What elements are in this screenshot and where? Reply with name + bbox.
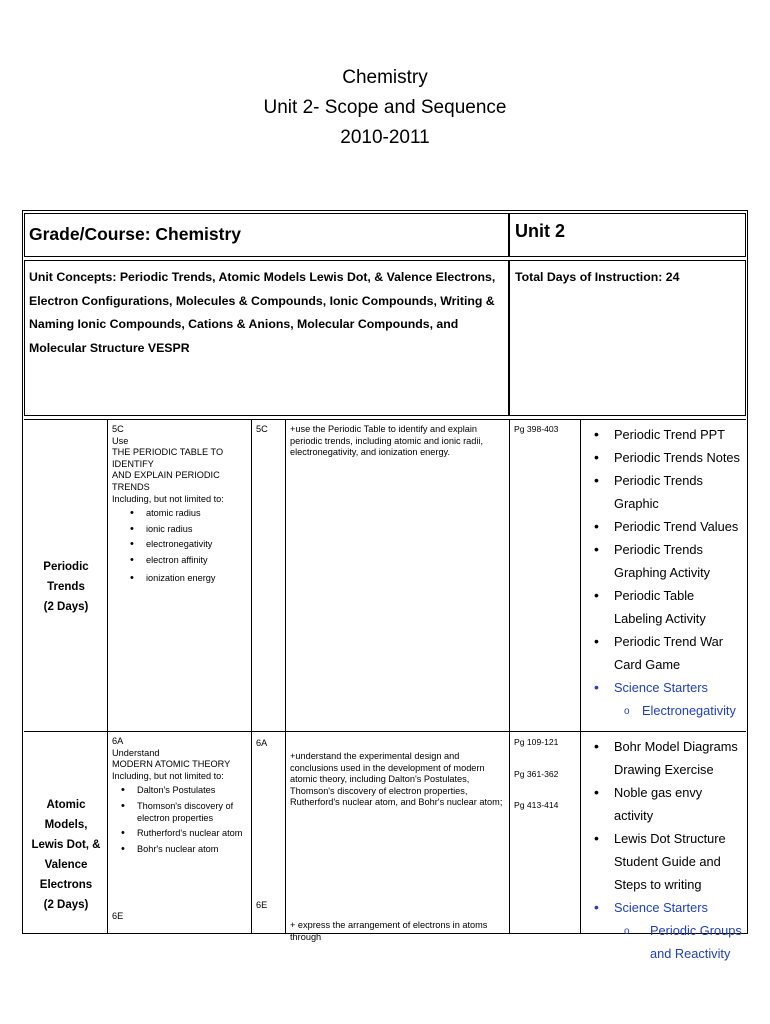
code-cell-secondary: 6E xyxy=(256,900,268,910)
topic-line: Lewis Dot, & xyxy=(31,839,101,851)
page-ref: Pg 361-362 xyxy=(514,768,559,779)
topic-cell xyxy=(26,795,106,915)
teks-bullets xyxy=(126,508,249,584)
topic-cell xyxy=(26,557,106,617)
col-divider-3 xyxy=(285,419,286,933)
resources-list xyxy=(586,735,744,965)
teks-code: 6A xyxy=(112,736,124,746)
grade-course-cell xyxy=(24,213,509,257)
topic-line: (2 Days) xyxy=(43,899,89,911)
list-item: • Periodic Trends Graphing Activity xyxy=(586,538,744,584)
periodic-groups-link[interactable]: o Periodic Groups and Reactivity xyxy=(586,919,744,965)
list-item: • atomic radius xyxy=(126,508,249,520)
topic-line: (2 Days) xyxy=(43,601,89,613)
col-divider-5 xyxy=(580,419,581,933)
list-item: • electronegativity xyxy=(126,539,249,551)
teks-line: AND EXPLAIN PERIODIC TRENDS xyxy=(112,470,220,492)
list-item: • Periodic Trend PPT xyxy=(586,423,744,446)
unit-label: Unit 2 xyxy=(515,221,566,241)
title-line-3: 2010-2011 xyxy=(340,127,430,148)
unit-cell xyxy=(509,213,746,257)
list-item: • Noble gas envy activity xyxy=(586,781,744,827)
teks-bullets xyxy=(117,785,245,855)
electronegativity-link[interactable]: o Electronegativity xyxy=(586,699,744,722)
list-item: • Periodic Trends Notes xyxy=(586,446,744,469)
row-divider-top xyxy=(24,419,746,420)
teks-line: THE PERIODIC TABLE TO IDENTIFY xyxy=(112,447,224,469)
topic-line: Valence Electrons xyxy=(39,859,93,891)
list-item: • ionic radius xyxy=(126,524,249,536)
list-item: • Periodic Trend War Card Game xyxy=(586,630,744,676)
teks-line: MODERN ATOMIC THEORY xyxy=(112,759,231,770)
list-item: • Periodic Trend Values xyxy=(586,515,744,538)
teks-line: Including, but not limited to: xyxy=(112,770,224,781)
total-days-cell xyxy=(509,260,746,416)
topic-line: Periodic Trends xyxy=(43,561,89,593)
list-item: • electron affinity xyxy=(126,555,249,567)
list-item: • Dalton's Postulates xyxy=(117,785,245,797)
col-divider-2 xyxy=(251,419,252,933)
row-divider-mid xyxy=(24,731,746,732)
topic-line: Atomic Models, xyxy=(44,799,88,831)
document-title xyxy=(0,63,770,153)
col-divider-1 xyxy=(107,419,108,933)
science-starters-link[interactable]: • Science Starters xyxy=(586,676,744,699)
description-cell: +use the Periodic Table to identify and explain periodic trends, including atomic and ionic radii, electronegativity, and ionization energy. xyxy=(290,424,484,458)
list-item: • Periodic Trends Graphic xyxy=(586,469,744,515)
page-ref: Pg 413-414 xyxy=(514,800,559,811)
title-line-2: Unit 2- Scope and Sequence xyxy=(263,97,507,118)
list-item: • Periodic Table Labeling Activity xyxy=(586,584,744,630)
teks-line: Use xyxy=(112,435,129,446)
teks-line: Understand xyxy=(112,747,160,758)
description-cell-secondary: + express the arrangement of electrons in atoms through xyxy=(290,920,488,942)
unit-concepts-cell xyxy=(24,260,509,416)
list-item: • Bohr Model Diagrams Drawing Exercise xyxy=(586,735,744,781)
list-item: • Bohr's nuclear atom xyxy=(117,844,245,856)
code-cell: 6A xyxy=(256,738,268,748)
list-item: • ionization energy xyxy=(126,573,249,585)
pages-cell xyxy=(514,424,558,436)
title-line-1: Chemistry xyxy=(342,67,428,88)
page-ref: Pg 109-121 xyxy=(514,737,559,747)
description-cell: +understand the experimental design and conclusions used in the development of modern atomic theory, including Dalton's Postulates, Thomson's discovery of electron properties, Rutherford's nuclear atom, and Bohr's nuclear atom; xyxy=(290,751,503,808)
list-item: • Lewis Dot Structure Student Guide and Steps to writing xyxy=(586,827,744,896)
grade-course: Grade/Course: Chemistry xyxy=(29,224,242,244)
code-cell: 5C xyxy=(256,424,268,434)
science-starters-link[interactable]: • Science Starters xyxy=(586,896,744,919)
teks-line: Including, but not limited to: xyxy=(112,493,224,504)
list-item: • Thomson's discovery of electron properties xyxy=(117,801,245,824)
resources-list xyxy=(586,423,744,722)
teks-cell xyxy=(112,424,249,584)
col-divider-4 xyxy=(509,419,510,933)
list-item: • Rutherford's nuclear atom xyxy=(117,828,245,840)
teks-code-secondary: 6E xyxy=(112,911,124,921)
page-ref: Pg 398-403 xyxy=(514,424,559,434)
unit-concepts: Unit Concepts: Periodic Trends, Atomic Models Lewis Dot, & Valence Electrons, Electron Configurations, Molecules & Compounds, Ionic Compounds, Writing & Naming Ionic Compounds, Cations & Anions, Molecular Compounds, and Molecular Structure VESPR xyxy=(29,270,496,355)
teks-cell xyxy=(112,736,249,855)
pages-cell xyxy=(514,737,558,812)
total-days: Total Days of Instruction: 24 xyxy=(515,270,680,284)
teks-code: 5C xyxy=(112,424,124,434)
